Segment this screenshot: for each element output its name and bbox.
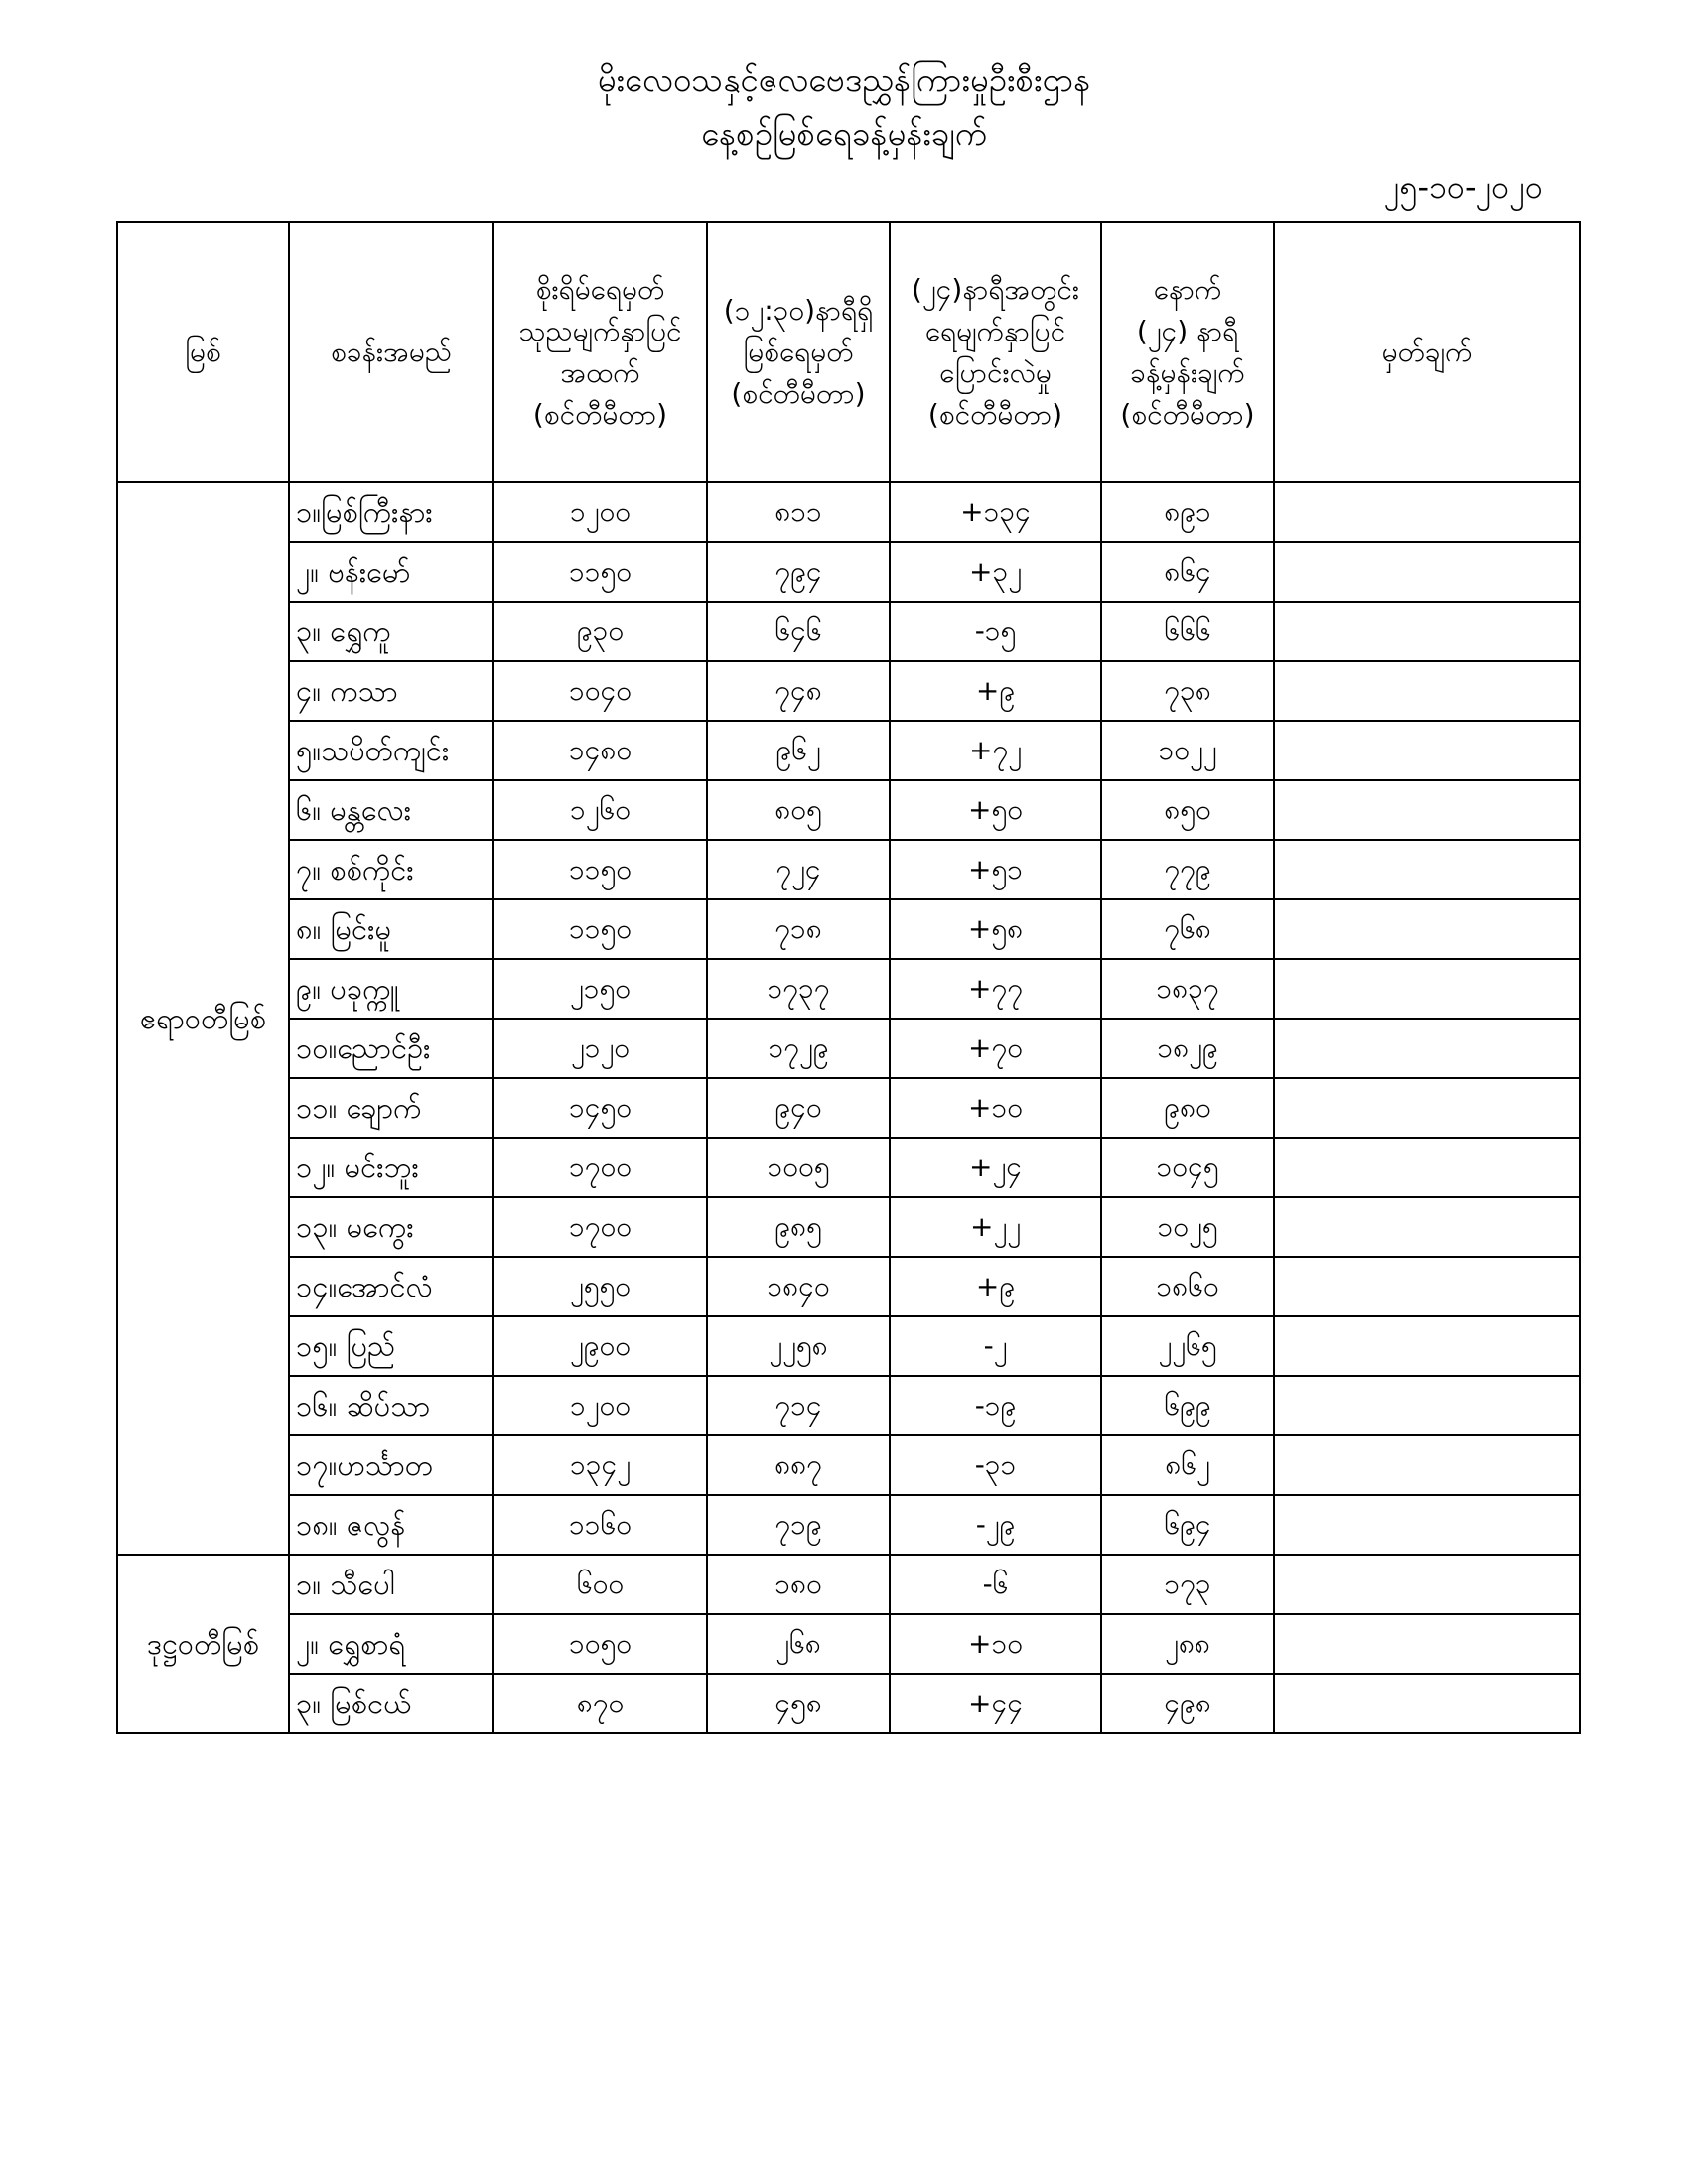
danger-level: ၁၇၀၀ bbox=[493, 1138, 707, 1197]
forecast-level: ၄၉၈ bbox=[1101, 1674, 1274, 1733]
forecast-level: ၁၈၆၀ bbox=[1101, 1257, 1274, 1316]
remark bbox=[1274, 1019, 1580, 1078]
station-name: ၉။ ပခုက္ကူ bbox=[289, 959, 493, 1019]
forecast-level: ၆၆၆ bbox=[1101, 602, 1274, 661]
column-header-line: ပြောင်းလဲမှု bbox=[939, 356, 1052, 389]
station-name: ၁၄။အောင်လံ bbox=[289, 1257, 493, 1316]
level-change: -၁၉ bbox=[890, 1376, 1101, 1435]
table-row bbox=[117, 1197, 1580, 1257]
water-level: ၁၈၀ bbox=[707, 1555, 890, 1614]
water-level: ၇၉၄ bbox=[707, 542, 890, 602]
report-date: ၂၅-၁၀-၂၀၂၀ bbox=[1383, 168, 1543, 205]
forecast-level: ၂၈၈ bbox=[1101, 1614, 1274, 1674]
level-change: +၁၀ bbox=[890, 1078, 1101, 1138]
column-header-line: မြစ် bbox=[185, 336, 221, 368]
column-header-line: မှတ်ချက် bbox=[1381, 336, 1473, 368]
danger-level: ၂၁၅၀ bbox=[493, 959, 707, 1019]
water-level: ၉၆၂ bbox=[707, 721, 890, 780]
remark bbox=[1274, 780, 1580, 840]
forecast-level: ၇၆၈ bbox=[1101, 899, 1274, 959]
forecast-level: ၈၅၀ bbox=[1101, 780, 1274, 840]
column-header bbox=[117, 222, 289, 482]
station-name: ၁၁။ ချောက် bbox=[289, 1078, 493, 1138]
table-row bbox=[117, 1316, 1580, 1376]
level-change: -၆ bbox=[890, 1555, 1101, 1614]
level-change: +၄၄ bbox=[890, 1674, 1101, 1733]
column-header-line: (စင်တီမီတာ) bbox=[1120, 398, 1255, 431]
remark bbox=[1274, 840, 1580, 899]
column-header-line: (စင်တီမီတာ) bbox=[927, 398, 1063, 431]
danger-level: ၁၄၈၀ bbox=[493, 721, 707, 780]
table-row bbox=[117, 482, 1580, 542]
danger-level: ၁၂၀၀ bbox=[493, 482, 707, 542]
danger-level: ၁၇၀၀ bbox=[493, 1197, 707, 1257]
station-name: ၁၆။ ဆိပ်သာ bbox=[289, 1376, 493, 1435]
column-header-line: (၂၄) နာရီ bbox=[1136, 315, 1239, 347]
remark bbox=[1274, 899, 1580, 959]
level-change: +၇၂ bbox=[890, 721, 1101, 780]
remark bbox=[1274, 1614, 1580, 1674]
level-change: -၂၉ bbox=[890, 1495, 1101, 1555]
remark bbox=[1274, 661, 1580, 721]
column-header bbox=[1274, 222, 1580, 482]
remark bbox=[1274, 542, 1580, 602]
station-name: ၁၅။ ပြည် bbox=[289, 1316, 493, 1376]
table-row bbox=[117, 1674, 1580, 1733]
column-header-line: (စင်တီမီတာ) bbox=[532, 398, 668, 431]
column-header-line: (၁၂:၃၀)နာရီရှိ bbox=[723, 294, 874, 327]
remark bbox=[1274, 1316, 1580, 1376]
table-row bbox=[117, 1138, 1580, 1197]
table-row bbox=[117, 542, 1580, 602]
column-header-line: (၂၄)နာရီအတွင်း bbox=[911, 273, 1080, 306]
level-change: +၉ bbox=[890, 661, 1101, 721]
water-level: ၈၈၇ bbox=[707, 1435, 890, 1495]
remark bbox=[1274, 1435, 1580, 1495]
water-level: ၂၂၅၈ bbox=[707, 1316, 890, 1376]
column-header bbox=[1101, 222, 1274, 482]
danger-level: ၁၂၆၀ bbox=[493, 780, 707, 840]
danger-level: ၁၁၅၀ bbox=[493, 899, 707, 959]
danger-level: ၂၉၀၀ bbox=[493, 1316, 707, 1376]
page-title: မိုးလေဝသနှင့်ဇလဗေဒညွှန်ကြားမှုဦးစီးဌာန bbox=[597, 61, 1091, 99]
level-change: +၅၀ bbox=[890, 780, 1101, 840]
water-level: ၁၈၄၀ bbox=[707, 1257, 890, 1316]
table-row bbox=[117, 1376, 1580, 1435]
level-change: +၇၇ bbox=[890, 959, 1101, 1019]
station-name: ၇။ စစ်ကိုင်း bbox=[289, 840, 493, 899]
level-change: +၇၀ bbox=[890, 1019, 1101, 1078]
danger-level: ၁၀၅၀ bbox=[493, 1614, 707, 1674]
column-header-line: သုညမျက်နှာပြင် bbox=[518, 315, 682, 347]
water-level: ၁၇၂၉ bbox=[707, 1019, 890, 1078]
column-header-line: မြစ်ရေမှတ် bbox=[743, 336, 854, 368]
forecast-level: ၁၈၂၉ bbox=[1101, 1019, 1274, 1078]
water-level: ၉၈၅ bbox=[707, 1197, 890, 1257]
forecast-level: ၆၉၄ bbox=[1101, 1495, 1274, 1555]
river-name: ဧရာဝတီမြစ် bbox=[117, 482, 289, 1555]
forecast-level: ၈၉၁ bbox=[1101, 482, 1274, 542]
river-name: ဒုဋ္ဌဝတီမြစ် bbox=[117, 1555, 289, 1733]
table-row bbox=[117, 1555, 1580, 1614]
danger-level: ၁၄၅၀ bbox=[493, 1078, 707, 1138]
remark bbox=[1274, 1495, 1580, 1555]
table-header bbox=[117, 222, 1580, 482]
level-change: +၂၂ bbox=[890, 1197, 1101, 1257]
station-name: ၃။ မြစ်ငယ် bbox=[289, 1674, 493, 1733]
river-forecast-table bbox=[116, 221, 1581, 1734]
column-header bbox=[289, 222, 493, 482]
danger-level: ၂၅၅၀ bbox=[493, 1257, 707, 1316]
column-header bbox=[707, 222, 890, 482]
table-row bbox=[117, 661, 1580, 721]
danger-level: ၂၁၂၀ bbox=[493, 1019, 707, 1078]
column-header-line: နောက် bbox=[1153, 273, 1222, 306]
station-name: ၁။မြစ်ကြီးနား bbox=[289, 482, 493, 542]
column-header-line: ရေမျက်နှာပြင် bbox=[924, 315, 1066, 347]
forecast-level: ၁၇၃ bbox=[1101, 1555, 1274, 1614]
table-row bbox=[117, 1078, 1580, 1138]
forecast-level: ၇၇၉ bbox=[1101, 840, 1274, 899]
forecast-level: ၈၆၂ bbox=[1101, 1435, 1274, 1495]
water-level: ၉၄၀ bbox=[707, 1078, 890, 1138]
page-subtitle: နေ့စဉ်မြစ်ရေခန့်မှန်းချက် bbox=[701, 114, 987, 153]
danger-level: ၉၃၀ bbox=[493, 602, 707, 661]
forecast-level: ၈၆၄ bbox=[1101, 542, 1274, 602]
remark bbox=[1274, 721, 1580, 780]
level-change: -၁၅ bbox=[890, 602, 1101, 661]
column-header-line: (စင်တီမီတာ) bbox=[731, 377, 866, 410]
danger-level: ၁၁၅၀ bbox=[493, 840, 707, 899]
water-level: ၄၅၈ bbox=[707, 1674, 890, 1733]
table-row bbox=[117, 1257, 1580, 1316]
water-level: ၇၁၄ bbox=[707, 1376, 890, 1435]
column-header-line: စခန်းအမည် bbox=[331, 336, 452, 368]
table-row bbox=[117, 1495, 1580, 1555]
station-name: ၂။ ရွှေစာရံ bbox=[289, 1614, 493, 1674]
station-name: ၁၂။ မင်းဘူး bbox=[289, 1138, 493, 1197]
water-level: ၁၇၃၇ bbox=[707, 959, 890, 1019]
remark bbox=[1274, 482, 1580, 542]
danger-level: ၁၂၀၀ bbox=[493, 1376, 707, 1435]
remark bbox=[1274, 1376, 1580, 1435]
level-change: +၃၂ bbox=[890, 542, 1101, 602]
water-level: ၆၄၆ bbox=[707, 602, 890, 661]
station-name: ၃။ ရွှေကူ bbox=[289, 602, 493, 661]
remark bbox=[1274, 1674, 1580, 1733]
water-level: ၇၁၈ bbox=[707, 899, 890, 959]
remark bbox=[1274, 1257, 1580, 1316]
table-row bbox=[117, 840, 1580, 899]
danger-level: ၆၀၀ bbox=[493, 1555, 707, 1614]
table-row bbox=[117, 1435, 1580, 1495]
table-row bbox=[117, 1614, 1580, 1674]
remark bbox=[1274, 1555, 1580, 1614]
water-level: ၈၁၁ bbox=[707, 482, 890, 542]
danger-level: ၁၁၆၀ bbox=[493, 1495, 707, 1555]
column-header bbox=[493, 222, 707, 482]
forecast-level: ၁၀၂၂ bbox=[1101, 721, 1274, 780]
danger-level: ၁၁၅၀ bbox=[493, 542, 707, 602]
danger-level: ၁၀၄၀ bbox=[493, 661, 707, 721]
station-name: ၁၇။ဟင်္သာတ bbox=[289, 1435, 493, 1495]
table-row bbox=[117, 721, 1580, 780]
station-name: ၅။သပိတ်ကျင်း bbox=[289, 721, 493, 780]
water-level: ၇၄၈ bbox=[707, 661, 890, 721]
column-header bbox=[890, 222, 1101, 482]
table-row bbox=[117, 959, 1580, 1019]
remark bbox=[1274, 1138, 1580, 1197]
table-row bbox=[117, 780, 1580, 840]
table-body bbox=[117, 482, 1580, 1733]
station-name: ၁။ သီပေါ bbox=[289, 1555, 493, 1614]
header-row bbox=[117, 222, 1580, 482]
station-name: ၁၀။ညောင်ဦး bbox=[289, 1019, 493, 1078]
station-name: ၆။ မန္တလေး bbox=[289, 780, 493, 840]
water-level: ၈၀၅ bbox=[707, 780, 890, 840]
level-change: +၂၄ bbox=[890, 1138, 1101, 1197]
column-header-line: ခန့်မှန်းချက် bbox=[1130, 356, 1245, 389]
remark bbox=[1274, 959, 1580, 1019]
forecast-level: ၆၉၉ bbox=[1101, 1376, 1274, 1435]
remark bbox=[1274, 602, 1580, 661]
table-row bbox=[117, 899, 1580, 959]
level-change: -၂ bbox=[890, 1316, 1101, 1376]
level-change: +၅၈ bbox=[890, 899, 1101, 959]
forecast-level: ၁၀၂၅ bbox=[1101, 1197, 1274, 1257]
water-level: ၇၁၉ bbox=[707, 1495, 890, 1555]
water-level: ၂၆၈ bbox=[707, 1614, 890, 1674]
table-row bbox=[117, 1019, 1580, 1078]
danger-level: ၁၃၄၂ bbox=[493, 1435, 707, 1495]
level-change: +၉ bbox=[890, 1257, 1101, 1316]
water-level: ၇၂၄ bbox=[707, 840, 890, 899]
column-header-line: အထက် bbox=[560, 356, 640, 389]
station-name: ၂။ ဗန်းမော် bbox=[289, 542, 493, 602]
station-name: ၁၈။ ဇလွန် bbox=[289, 1495, 493, 1555]
forecast-level: ၇၃၈ bbox=[1101, 661, 1274, 721]
level-change: -၃၁ bbox=[890, 1435, 1101, 1495]
column-header-line: စိုးရိမ်ရေမှတ် bbox=[535, 273, 665, 306]
table-row bbox=[117, 602, 1580, 661]
forecast-level: ၉၈၀ bbox=[1101, 1078, 1274, 1138]
remark bbox=[1274, 1078, 1580, 1138]
level-change: +၁၀ bbox=[890, 1614, 1101, 1674]
danger-level: ၈၇၀ bbox=[493, 1674, 707, 1733]
forecast-level: ၁၀၄၅ bbox=[1101, 1138, 1274, 1197]
water-level: ၁၀၀၅ bbox=[707, 1138, 890, 1197]
station-name: ၁၃။ မကွေး bbox=[289, 1197, 493, 1257]
remark bbox=[1274, 1197, 1580, 1257]
station-name: ၈။ မြင်းမူ bbox=[289, 899, 493, 959]
forecast-level: ၂၂၆၅ bbox=[1101, 1316, 1274, 1376]
forecast-level: ၁၈၃၇ bbox=[1101, 959, 1274, 1019]
station-name: ၄။ ကသာ bbox=[289, 661, 493, 721]
level-change: +၁၃၄ bbox=[890, 482, 1101, 542]
level-change: +၅၁ bbox=[890, 840, 1101, 899]
